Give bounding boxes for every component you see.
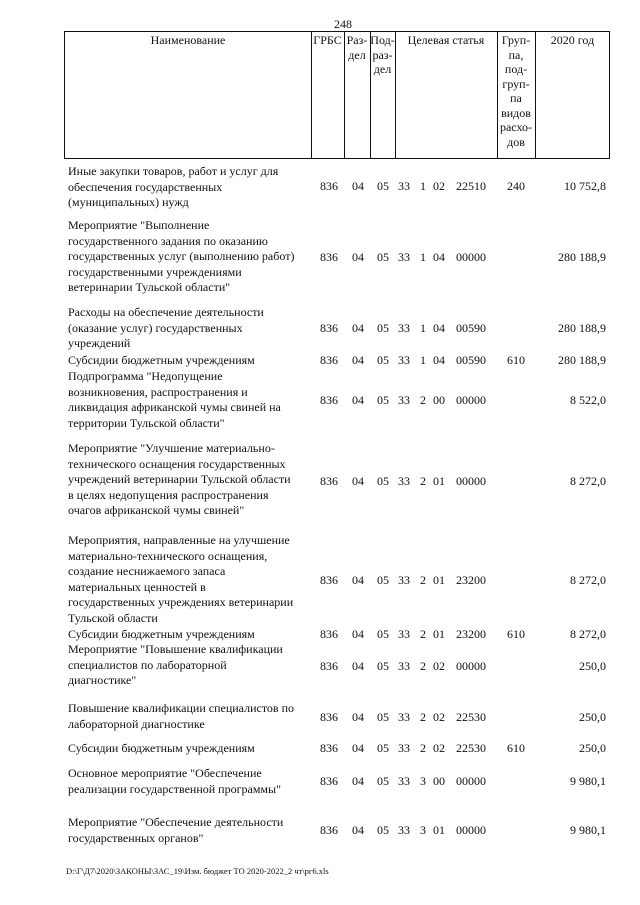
cell-program: 33 <box>398 627 410 641</box>
cell-subprogram: 2 <box>420 710 426 724</box>
cell-event: 01 <box>433 627 445 641</box>
cell-event: 02 <box>433 741 445 755</box>
cell-podrazdel: 05 <box>377 474 389 488</box>
cell-program: 33 <box>398 474 410 488</box>
cell-podrazdel: 05 <box>377 321 389 335</box>
cell-podrazdel: 05 <box>377 573 389 587</box>
cell-razdel: 04 <box>352 823 364 837</box>
cell-razdel: 04 <box>352 741 364 755</box>
cell-program: 33 <box>398 659 410 673</box>
cell-sum: 250,0 <box>579 659 606 673</box>
cell-razdel: 04 <box>352 710 364 724</box>
cell-sum: 10 752,8 <box>564 179 606 193</box>
cell-expense-group: 610 <box>507 353 525 367</box>
cell-event: 00 <box>433 774 445 788</box>
cell-sum: 8 522,0 <box>570 393 606 407</box>
row-name: Мероприятие "Выполнение государственного задания по оказанию государственных услуг (выполнению работ) государственными учреждениями ветеринарии Тульской области" <box>68 218 295 295</box>
header-grbs: ГРБС <box>313 33 342 47</box>
cell-event: 04 <box>433 250 445 264</box>
row-name: Субсидии бюджетным учреждениям <box>68 741 255 755</box>
row-name: Основное мероприятие "Обеспечение реализации государственной программы" <box>68 766 281 796</box>
cell-grbs: 836 <box>320 474 338 488</box>
cell-grbs: 836 <box>320 353 338 367</box>
cell-podrazdel: 05 <box>377 710 389 724</box>
cell-sum: 250,0 <box>579 710 606 724</box>
cell-sum: 8 272,0 <box>570 573 606 587</box>
header-expense-group: Груп- па, под- груп- па видов расхо- дов <box>499 33 533 149</box>
cell-subprogram: 1 <box>420 250 426 264</box>
cell-razdel: 04 <box>352 393 364 407</box>
header-target-article: Целевая статья <box>407 33 485 47</box>
cell-razdel: 04 <box>352 250 364 264</box>
cell-podrazdel: 05 <box>377 741 389 755</box>
row-name: Мероприятие "Обеспечение деятельности государственных органов" <box>68 815 284 845</box>
cell-direction: 00000 <box>456 393 486 407</box>
cell-grbs: 836 <box>320 179 338 193</box>
row-name: Мероприятие "Повышение квалификации специалистов по лабораторной диагностике" <box>68 642 283 688</box>
cell-podrazdel: 05 <box>377 179 389 193</box>
cell-sum: 280 188,9 <box>558 250 606 264</box>
cell-event: 04 <box>433 353 445 367</box>
cell-razdel: 04 <box>352 659 364 673</box>
cell-program: 33 <box>398 353 410 367</box>
cell-program: 33 <box>398 710 410 724</box>
cell-grbs: 836 <box>320 573 338 587</box>
cell-razdel: 04 <box>352 474 364 488</box>
cell-direction: 00000 <box>456 774 486 788</box>
header-razdel: Раз- дел <box>346 33 368 62</box>
cell-event: 02 <box>433 659 445 673</box>
cell-grbs: 836 <box>320 741 338 755</box>
row-name: Мероприятия, направленные на улучшение материально-технического оснащения, создание неснижаемого запаса материальных ценностей в государственных учреждениях ветеринарии Тульской области <box>68 533 294 625</box>
table-header <box>64 31 610 159</box>
cell-program: 33 <box>398 573 410 587</box>
cell-program: 33 <box>398 823 410 837</box>
cell-program: 33 <box>398 774 410 788</box>
cell-program: 33 <box>398 393 410 407</box>
header-name: Наименование <box>150 33 226 47</box>
cell-direction: 22510 <box>456 179 486 193</box>
cell-grbs: 836 <box>320 393 338 407</box>
cell-razdel: 04 <box>352 573 364 587</box>
cell-direction: 23200 <box>456 573 486 587</box>
cell-podrazdel: 05 <box>377 823 389 837</box>
row-name: Иные закупки товаров, работ и услуг для обеспечения государственных (муниципальных) нужд <box>68 164 279 210</box>
cell-grbs: 836 <box>320 774 338 788</box>
cell-subprogram: 2 <box>420 659 426 673</box>
cell-sum: 8 272,0 <box>570 627 606 641</box>
row-name: Мероприятие "Улучшение материально- технического оснащения государственных учреждений ветеринарии Тульской области в целях недопущения распространения очагов африканской чумы свиней" <box>68 441 291 518</box>
cell-razdel: 04 <box>352 774 364 788</box>
cell-sum: 280 188,9 <box>558 353 606 367</box>
cell-grbs: 836 <box>320 627 338 641</box>
cell-sum: 9 980,1 <box>570 823 606 837</box>
cell-subprogram: 2 <box>420 573 426 587</box>
page-number: 248 <box>334 17 352 31</box>
cell-sum: 9 980,1 <box>570 774 606 788</box>
row-name: Субсидии бюджетным учреждениям <box>68 353 255 367</box>
cell-razdel: 04 <box>352 321 364 335</box>
cell-direction: 00000 <box>456 474 486 488</box>
cell-subprogram: 3 <box>420 774 426 788</box>
cell-podrazdel: 05 <box>377 627 389 641</box>
cell-grbs: 836 <box>320 250 338 264</box>
cell-direction: 00590 <box>456 353 486 367</box>
cell-subprogram: 3 <box>420 823 426 837</box>
cell-podrazdel: 05 <box>377 250 389 264</box>
cell-program: 33 <box>398 741 410 755</box>
cell-sum: 280 188,9 <box>558 321 606 335</box>
header-podrazdel: Под- раз- дел <box>370 33 395 76</box>
cell-event: 01 <box>433 474 445 488</box>
cell-direction: 00000 <box>456 659 486 673</box>
cell-direction: 22530 <box>456 710 486 724</box>
cell-program: 33 <box>398 321 410 335</box>
cell-podrazdel: 05 <box>377 393 389 407</box>
cell-event: 00 <box>433 393 445 407</box>
cell-direction: 00000 <box>456 823 486 837</box>
cell-direction: 23200 <box>456 627 486 641</box>
row-name: Повышение квалификации специалистов по лабораторной диагностике <box>68 701 295 731</box>
cell-sum: 250,0 <box>579 741 606 755</box>
row-name: Подпрограмма "Недопущение возникновения, распространения и ликвидация африканской чумы свиней на территории Тульской области" <box>68 369 281 430</box>
cell-event: 02 <box>433 710 445 724</box>
cell-subprogram: 2 <box>420 474 426 488</box>
cell-expense-group: 610 <box>507 741 525 755</box>
cell-direction: 00000 <box>456 250 486 264</box>
cell-event: 04 <box>433 321 445 335</box>
cell-sum: 8 272,0 <box>570 474 606 488</box>
cell-event: 01 <box>433 823 445 837</box>
cell-razdel: 04 <box>352 179 364 193</box>
row-name: Расходы на обеспечение деятельности (оказание услуг) государственных учреждений <box>68 305 264 351</box>
cell-podrazdel: 05 <box>377 659 389 673</box>
cell-program: 33 <box>398 250 410 264</box>
cell-subprogram: 1 <box>420 179 426 193</box>
row-name: Субсидии бюджетным учреждениям <box>68 627 255 641</box>
cell-expense-group: 240 <box>507 179 525 193</box>
cell-direction: 00590 <box>456 321 486 335</box>
cell-podrazdel: 05 <box>377 353 389 367</box>
cell-program: 33 <box>398 179 410 193</box>
cell-direction: 22530 <box>456 741 486 755</box>
cell-subprogram: 2 <box>420 741 426 755</box>
cell-subprogram: 1 <box>420 353 426 367</box>
footer-file-path: D:\Г\Д7\2020\ЗАКОНЫ\ЗАС_19\Изм. бюджет ТО 2020-2022_2 чт\рг6.xls <box>66 866 329 876</box>
cell-grbs: 836 <box>320 321 338 335</box>
cell-razdel: 04 <box>352 627 364 641</box>
cell-expense-group: 610 <box>507 627 525 641</box>
cell-razdel: 04 <box>352 353 364 367</box>
cell-grbs: 836 <box>320 823 338 837</box>
cell-grbs: 836 <box>320 710 338 724</box>
header-year: 2020 год <box>550 33 595 47</box>
cell-grbs: 836 <box>320 659 338 673</box>
cell-subprogram: 2 <box>420 627 426 641</box>
cell-podrazdel: 05 <box>377 774 389 788</box>
cell-subprogram: 2 <box>420 393 426 407</box>
cell-subprogram: 1 <box>420 321 426 335</box>
cell-event: 01 <box>433 573 445 587</box>
cell-event: 02 <box>433 179 445 193</box>
